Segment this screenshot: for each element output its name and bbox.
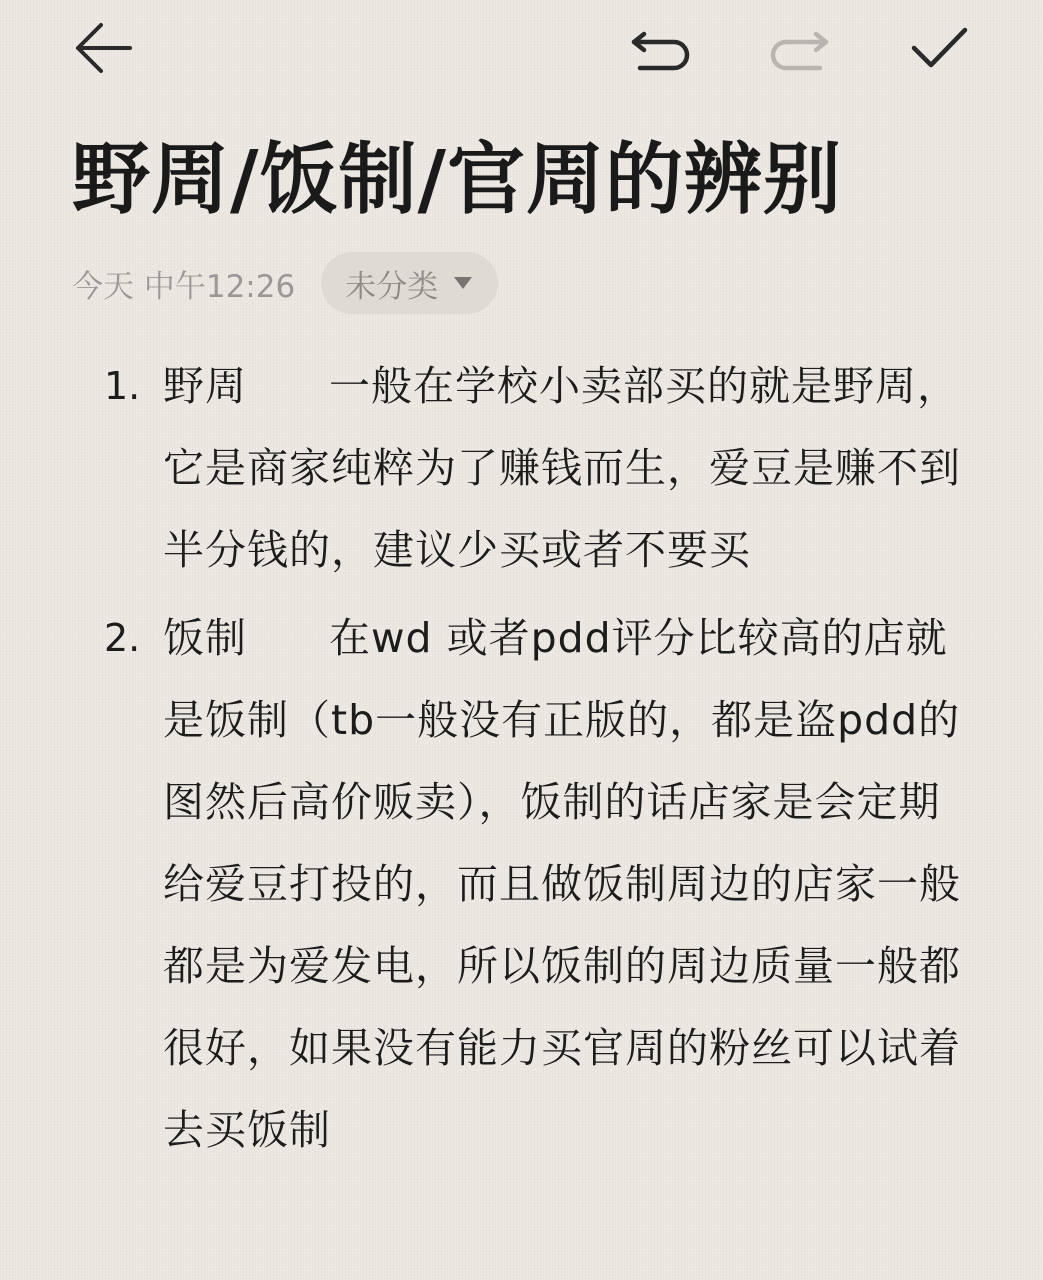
note-title[interactable]: 野周/饭制/官周的辨别 <box>72 135 842 225</box>
list-item-number: 1. <box>104 364 141 408</box>
list-item <box>0 345 1043 591</box>
list-item-number: 2. <box>104 616 141 660</box>
chevron-down-icon <box>454 277 472 289</box>
done-button[interactable] <box>906 18 972 78</box>
list-item <box>0 597 1043 1171</box>
back-button[interactable] <box>70 18 136 78</box>
list-item-text: 在wd 或者pdd评分比较高的店就是饭制（tb一般没有正版的，都是盗pdd的图然后高价贩卖），饭制的话店家是会定期给爱豆打投的，而且做饭制周边的店家一般都是为爱发电，所以饭制的周边质量一般都很好，如果没有能力买官周的粉丝可以试着去买饭制 <box>163 614 961 1154</box>
checkmark-icon <box>909 24 969 72</box>
undo-button[interactable] <box>626 22 696 74</box>
list-item-body <box>163 345 963 591</box>
category-dropdown[interactable] <box>321 252 498 314</box>
list-item-body <box>163 597 963 1171</box>
redo-icon <box>766 24 832 72</box>
undo-icon <box>628 24 694 72</box>
back-arrow-icon <box>72 21 134 75</box>
note-meta <box>72 250 498 316</box>
note-body[interactable] <box>0 345 1043 1177</box>
redo-button[interactable] <box>764 22 834 74</box>
list-item-text: 一般在学校小卖部买的就是野周，它是商家纯粹为了赚钱而生，爱豆是赚不到半分钱的，建议少买或者不要买 <box>163 362 961 574</box>
note-timestamp: 今天 中午12:26 <box>72 268 296 305</box>
list-item-heading: 野周 <box>163 362 247 410</box>
top-toolbar <box>0 0 1043 100</box>
list-item-heading: 饭制 <box>163 614 247 662</box>
category-label: 未分类 <box>345 268 439 305</box>
